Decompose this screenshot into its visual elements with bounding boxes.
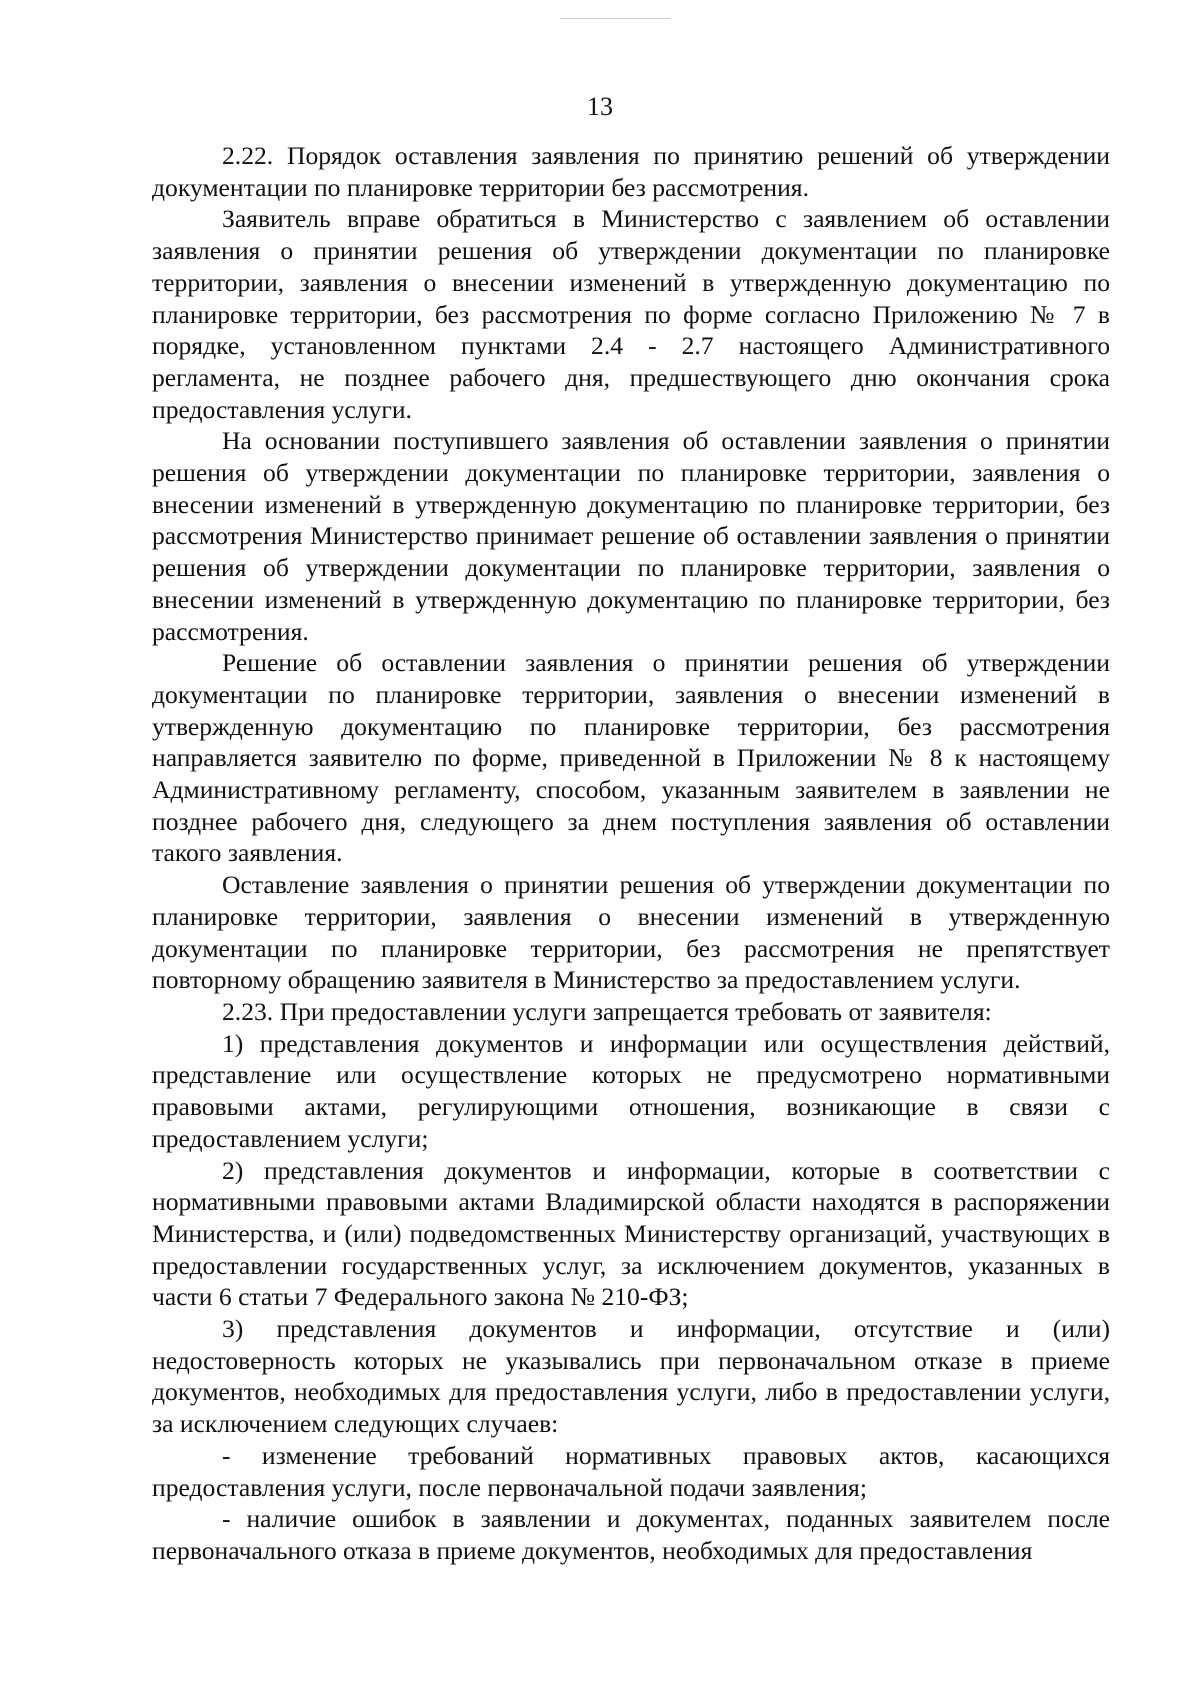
page-number: 13 (587, 92, 613, 121)
list-item-1: 1) представления документов и информации или осуществления действий, представление или осуществление которых не предусмотрено нормативными правовыми актами, регулирующими отношения, возникающие в связи с предоставлением услуги; (152, 1028, 1110, 1153)
document-body (152, 140, 1110, 1567)
paragraph-2-23-heading: 2.23. При предоставлении услуги запрещается требовать от заявителя: (222, 996, 992, 1026)
sub-item-dash-2: - наличие ошибок в заявлении и документах, поданных заявителем после первоначального отказа в приеме документов, необходимых для предоставления (152, 1504, 1110, 1565)
paragraph-2-22-heading: 2.22. Порядок оставления заявления по принятию решений об утверждении документации по планировке территории без рассмотрения. (152, 141, 1110, 202)
paragraph: На основании поступившего заявления об оставлении заявления о принятии решения об утверждении документации по планировке территории, заявления о внесении изменений в утвержденную документацию по планировке территории, без рассмотрения Министерство принимает решение об оставлении заявления о принятии решения об утверждении документации по планировке территории, заявления о внесении изменений в утвержденную документацию по планировке территории, без рассмотрения. (152, 426, 1110, 646)
scan-artifact (560, 18, 670, 19)
paragraph: Заявитель вправе обратиться в Министерство с заявлением об оставлении заявления о принятии решения об утверждении документации по планировке территории, заявления о внесении изменений в утвержденную документацию по планировке территории, без рассмотрения по форме согласно Приложению № 7 в порядке, установленном пунктами 2.4 - 2.7 настоящего Административного регламента, не позднее рабочего дня, предшествующего дню окончания срока предоставления услуги. (152, 204, 1110, 424)
paragraph: Решение об оставлении заявления о принятии решения об утверждении документации по планировке территории, заявления о внесении изменений в утвержденную документацию по планировке территории, без рассмотрения направляется заявителю по форме, приведенной в Приложении № 8 к настоящему Административному регламенту, способом, указанным заявителем в заявлении не позднее рабочего дня, следующего за днем поступления заявления об оставлении такого заявления. (152, 648, 1110, 868)
list-item-3: 3) представления документов и информации, отсутствие и (или) недостоверность которых не указывались при первоначальном отказе в приеме документов, необходимых для предоставления услуги, либо в предоставлении услуги, за исключением следующих случаев: (152, 1314, 1110, 1439)
paragraph: Оставление заявления о принятии решения об утверждении документации по планировке территории, заявления о внесении изменений в утвержденную документации по планировке территории, без рассмотрения не препятствует повторному обращению заявителя в Министерство за предоставлением услуги. (152, 870, 1110, 995)
list-item-2: 2) представления документов и информации, которые в соответствии с нормативными правовыми актами Владимирской области находятся в распоряжении Министерства, и (или) подведомственных Министерству организаций, участвующих в предоставлении государственных услуг, за исключением документов, указанных в части 6 статьи 7 Федерального закона № 210-ФЗ; (152, 1155, 1110, 1312)
sub-item-dash-1: - изменение требований нормативных правовых актов, касающихся предоставления услуги, после первоначальной подачи заявления; (152, 1440, 1110, 1502)
